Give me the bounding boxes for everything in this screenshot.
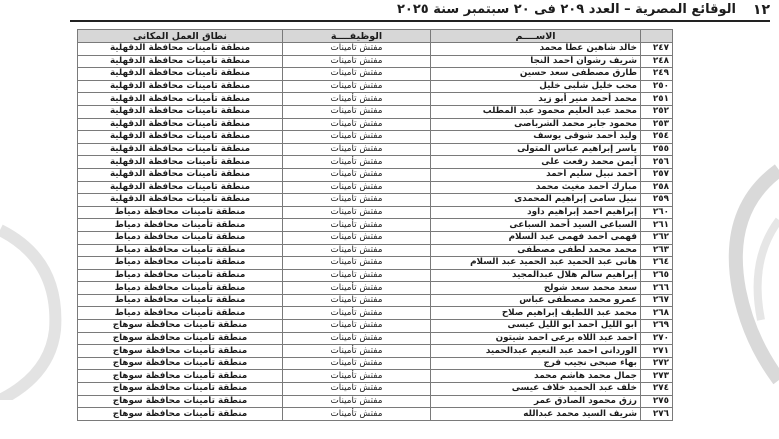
name-cell: إبراهيم احمد إبراهيم داود [431, 206, 641, 219]
job-cell: مفتش تأمينات [283, 43, 431, 56]
table-row [78, 332, 673, 345]
job-cell: مفتش تأمينات [283, 219, 431, 232]
name-cell: أحمد عبد اللاه برعى احمد شيتون [431, 332, 641, 345]
job-cell: مفتش تأمينات [283, 257, 431, 270]
area-cell: منطقة تأمينات محافظة الدقهلية [78, 168, 283, 181]
table-row [78, 156, 673, 169]
job-cell: مفتش تأمينات [283, 320, 431, 333]
name-cell: وليد أحمد شوقى يوسف [431, 131, 641, 144]
job-cell: مفتش تأمينات [283, 370, 431, 383]
gazette-title: الوقائع المصرية – العدد ٢٠٩ فى ٢٠ سبتمبر سنة ٢٠٢٥ [396, 2, 736, 17]
table-row [78, 206, 673, 219]
row-number-cell: ٢٧٣ [641, 370, 673, 383]
column-header-area: نطاق العمل المكانى [78, 30, 283, 43]
job-cell: مفتش تأمينات [283, 105, 431, 118]
name-cell: خالد شاهين عطا محمد [431, 43, 641, 56]
job-cell: مفتش تأمينات [283, 395, 431, 408]
row-number-cell: ٢٤٩ [641, 68, 673, 81]
name-cell: بهاء صبحى نجيب فرج [431, 357, 641, 370]
job-cell: مفتش تأمينات [283, 168, 431, 181]
table-row [78, 282, 673, 295]
job-cell: مفتش تأمينات [283, 131, 431, 144]
name-cell: طارق مصطفى سعد حسين [431, 68, 641, 81]
name-cell: محمود جابر محمد الشرباصى [431, 118, 641, 131]
row-number-cell: ٢٥٣ [641, 118, 673, 131]
table-row [78, 43, 673, 56]
row-number-cell: ٢٦٧ [641, 294, 673, 307]
area-cell: منطقة تأمينات محافظة سوهاج [78, 320, 283, 333]
job-cell: مفتش تأمينات [283, 231, 431, 244]
area-cell: منطقة تأمينات محافظة الدقهلية [78, 118, 283, 131]
row-number-cell: ٢٥١ [641, 93, 673, 106]
row-number-cell: ٢٧٠ [641, 332, 673, 345]
job-cell: مفتش تأمينات [283, 80, 431, 93]
job-cell: مفتش تأمينات [283, 294, 431, 307]
job-cell: مفتش تأمينات [283, 181, 431, 194]
job-cell: مفتش تأمينات [283, 307, 431, 320]
table-row [78, 294, 673, 307]
name-cell: محمد عبد اللطيف إبراهيم صلاح [431, 307, 641, 320]
name-cell: محمد أحمد منير أبو زيد [431, 93, 641, 106]
name-cell: مبارك أحمد مغيث محمد [431, 181, 641, 194]
area-cell: منطقة تأمينات محافظة الدقهلية [78, 194, 283, 207]
area-cell: منطقة تأمينات محافظة سوهاج [78, 345, 283, 358]
area-cell: منطقة تأمينات محافظة الدقهلية [78, 55, 283, 68]
table-row [78, 345, 673, 358]
name-cell: فهمى أحمد فهمى عبد السلام [431, 231, 641, 244]
area-cell: منطقة تأمينات محافظة الدقهلية [78, 143, 283, 156]
table-row [78, 219, 673, 232]
row-number-cell: ٢٥٤ [641, 131, 673, 144]
job-cell: مفتش تأمينات [283, 345, 431, 358]
page-header [70, 2, 770, 22]
name-cell: سعد محمد سعد شولح [431, 282, 641, 295]
area-cell: منطقة تأمينات محافظة دمياط [78, 269, 283, 282]
row-number-cell: ٢٥٢ [641, 105, 673, 118]
area-cell: منطقة تأمينات محافظة الدقهلية [78, 93, 283, 106]
table-row [78, 395, 673, 408]
area-cell: منطقة تأمينات محافظة الدقهلية [78, 156, 283, 169]
table-row [78, 257, 673, 270]
job-cell: مفتش تأمينات [283, 332, 431, 345]
table-row [78, 105, 673, 118]
area-cell: منطقة تأمينات محافظة الدقهلية [78, 80, 283, 93]
area-cell: منطقة تأمينات محافظة دمياط [78, 307, 283, 320]
row-number-cell: ٢٦٤ [641, 257, 673, 270]
job-cell: مفتش تأمينات [283, 244, 431, 257]
job-cell: مفتش تأمينات [283, 408, 431, 421]
area-cell: منطقة تأمينات محافظة دمياط [78, 257, 283, 270]
job-cell: مفتش تأمينات [283, 143, 431, 156]
table-row [78, 307, 673, 320]
table-row [78, 194, 673, 207]
job-cell: مفتش تأمينات [283, 156, 431, 169]
area-cell: منطقة تأمينات محافظة دمياط [78, 244, 283, 257]
row-number-cell: ٢٤٨ [641, 55, 673, 68]
job-cell: مفتش تأمينات [283, 357, 431, 370]
row-number-cell: ٢٥٦ [641, 156, 673, 169]
area-cell: منطقة تأمينات محافظة سوهاج [78, 383, 283, 396]
name-cell: خلف عبد الحميد خلاف عيسى [431, 383, 641, 396]
area-cell: منطقة تأمينات محافظة سوهاج [78, 357, 283, 370]
row-number-cell: ٢٧٥ [641, 395, 673, 408]
area-cell: منطقة تأمينات محافظة دمياط [78, 294, 283, 307]
row-number-cell: ٢٥٩ [641, 194, 673, 207]
name-cell: رزق محمود الصادق عمر [431, 395, 641, 408]
table-row [78, 370, 673, 383]
area-cell: منطقة تأمينات محافظة الدقهلية [78, 43, 283, 56]
name-cell: محمد عبد العليم محمود عبد المطلب [431, 105, 641, 118]
name-cell: جمال محمد هاشم محمد [431, 370, 641, 383]
name-cell: محمد محمد لطفى مصطفى [431, 244, 641, 257]
area-cell: منطقة تأمينات محافظة الدقهلية [78, 131, 283, 144]
job-cell: مفتش تأمينات [283, 206, 431, 219]
table-row [78, 231, 673, 244]
table-row [78, 93, 673, 106]
inspectors-table [77, 29, 673, 421]
area-cell: منطقة تأمينات محافظة سوهاج [78, 408, 283, 421]
table-row [78, 143, 673, 156]
job-cell: مفتش تأمينات [283, 118, 431, 131]
area-cell: منطقة تأمينات محافظة سوهاج [78, 370, 283, 383]
job-cell: مفتش تأمينات [283, 55, 431, 68]
name-cell: الوردانى احمد عبد النعيم عبدالحميد [431, 345, 641, 358]
name-cell: محب خليل شلبى خليل [431, 80, 641, 93]
area-cell: منطقة تأمينات محافظة سوهاج [78, 395, 283, 408]
row-number-cell: ٢٦٦ [641, 282, 673, 295]
area-cell: منطقة تأمينات محافظة دمياط [78, 206, 283, 219]
row-number-cell: ٢٦٥ [641, 269, 673, 282]
column-header-number [641, 30, 673, 43]
job-cell: مفتش تأمينات [283, 383, 431, 396]
table-row [78, 118, 673, 131]
job-cell: مفتش تأمينات [283, 282, 431, 295]
table-header-row [78, 30, 673, 43]
name-cell: ياسر إبراهيم عباس المتولى [431, 143, 641, 156]
name-cell: أبو الليل أحمد أبو الليل عيسى [431, 320, 641, 333]
row-number-cell: ٢٤٧ [641, 43, 673, 56]
name-cell: هانى عبد الحميد عبد الحميد عبد السلام [431, 257, 641, 270]
name-cell: شريف السيد محمد عبدالله [431, 408, 641, 421]
row-number-cell: ٢٧٤ [641, 383, 673, 396]
row-number-cell: ٢٦٢ [641, 231, 673, 244]
area-cell: منطقة تأمينات محافظة الدقهلية [78, 68, 283, 81]
area-cell: منطقة تأمينات محافظة دمياط [78, 282, 283, 295]
table-row [78, 383, 673, 396]
table-row [78, 181, 673, 194]
table-row [78, 68, 673, 81]
row-number-cell: ٢٦٩ [641, 320, 673, 333]
job-cell: مفتش تأمينات [283, 93, 431, 106]
column-header-name: الاســــم [431, 30, 641, 43]
row-number-cell: ٢٧٢ [641, 357, 673, 370]
row-number-cell: ٢٥٠ [641, 80, 673, 93]
row-number-cell: ٢٦١ [641, 219, 673, 232]
name-cell: نبيل سامى إبراهيم المحمدى [431, 194, 641, 207]
row-number-cell: ٢٧١ [641, 345, 673, 358]
name-cell: إبراهيم سالم هلال عبدالمجيد [431, 269, 641, 282]
job-cell: مفتش تأمينات [283, 269, 431, 282]
table-row [78, 244, 673, 257]
job-cell: مفتش تأمينات [283, 194, 431, 207]
name-cell: السباعى السيد أحمد السباعى [431, 219, 641, 232]
row-number-cell: ٢٥٧ [641, 168, 673, 181]
table-row [78, 320, 673, 333]
area-cell: منطقة تأمينات محافظة دمياط [78, 219, 283, 232]
name-cell: أيمن محمد رفعت على [431, 156, 641, 169]
row-number-cell: ٢٥٥ [641, 143, 673, 156]
area-cell: منطقة تأمينات محافظة الدقهلية [78, 181, 283, 194]
job-cell: مفتش تأمينات [283, 68, 431, 81]
row-number-cell: ٢٦٠ [641, 206, 673, 219]
area-cell: منطقة تأمينات محافظة سوهاج [78, 332, 283, 345]
area-cell: منطقة تأمينات محافظة دمياط [78, 231, 283, 244]
name-cell: شريف رشوان أحمد النجا [431, 55, 641, 68]
row-number-cell: ٢٦٣ [641, 244, 673, 257]
table-row [78, 357, 673, 370]
table-row [78, 55, 673, 68]
area-cell: منطقة تأمينات محافظة الدقهلية [78, 105, 283, 118]
table-row [78, 131, 673, 144]
name-cell: أحمد نبيل سليم أحمد [431, 168, 641, 181]
page-number: ١٢ [752, 2, 770, 18]
table-row [78, 269, 673, 282]
table-row [78, 408, 673, 421]
table-row [78, 80, 673, 93]
table-row [78, 168, 673, 181]
name-cell: عمرو محمد مصطفى عباس [431, 294, 641, 307]
column-header-job: الوظيفــــة [283, 30, 431, 43]
row-number-cell: ٢٦٨ [641, 307, 673, 320]
row-number-cell: ٢٧٦ [641, 408, 673, 421]
row-number-cell: ٢٥٨ [641, 181, 673, 194]
